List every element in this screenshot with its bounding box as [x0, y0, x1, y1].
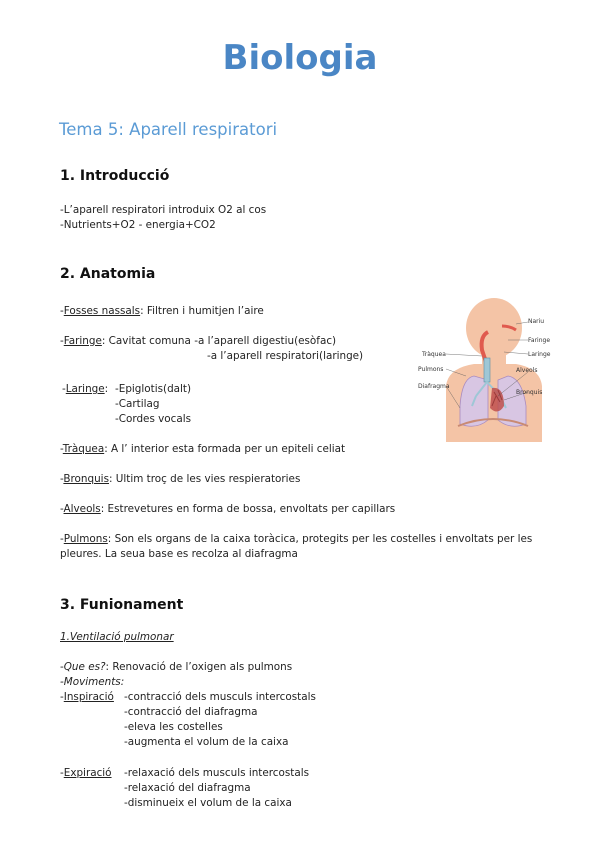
label-laringe: Laringe: [528, 351, 551, 358]
document-title: Biologia: [222, 38, 378, 78]
subheading-ventilacio: 1.Ventilació pulmonar: [60, 631, 174, 643]
alveols-line: -Alveols: Estrevetures en forma de bossa, envoltats per capillars: [60, 503, 396, 515]
section-anatomia-heading: 2. Anatomia: [60, 266, 156, 282]
label-faringe: Faringe: [528, 337, 551, 344]
section-introduccio-heading: 1. Introducció: [60, 168, 170, 184]
term-expiracio: Expiració: [63, 767, 112, 779]
inspiracio-item-4: -augmenta el volum de la caixa: [124, 736, 289, 748]
inspiracio-item-2: -contracció del diafragma: [124, 706, 258, 718]
term-fosses-nassals: Fosses nassals: [63, 305, 141, 317]
laringe-line: -Laringe:: [62, 383, 112, 395]
laringe-item-3: -Cordes vocals: [115, 413, 192, 425]
inspiracio-item-3: -eleva les costelles: [124, 721, 223, 733]
intro-line-1: -L’aparell respiratori introduix O2 al cos: [60, 204, 267, 216]
inspiracio-item-1: -contracció dels musculs intercostals: [124, 691, 316, 703]
que-es-text: : Renovació de l’oxigen als pulmons: [105, 661, 293, 673]
label-bronquis: Bronquis: [516, 389, 543, 396]
expiracio-item-2: -relaxació del diafragma: [124, 782, 251, 794]
intro-line-2: -Nutrients+O2 - energia+CO2: [60, 219, 216, 231]
alveols-text: : Estrevetures en forma de bossa, envoltats per capillars: [100, 503, 396, 515]
term-traquea: Tràquea: [62, 443, 105, 455]
label-traquea: Tràquea: [422, 351, 446, 358]
label-pulmons: Pulmons: [418, 366, 444, 373]
faringe-line: -Faringe: Cavitat comuna -a l’aparell digestiu(esòfac): [60, 335, 337, 347]
label-alveols: Alveols: [516, 367, 538, 374]
term-alveols: Alveols: [63, 503, 101, 515]
faringe-text-2: -a l’aparell respiratori(laringe): [207, 350, 364, 362]
respiratory-system-diagram: [416, 296, 556, 442]
topic-subtitle: Tema 5: Aparell respiratori: [59, 120, 278, 139]
pulmons-line: -Pulmons: Son els organs de la caixa toràcica, protegits per les costelles i envoltats per les pleures. La seua base es recolza al diafragma: [60, 533, 533, 560]
pulmons-text: : Son els organs de la caixa toràcica, protegits per les costelles i envoltats per les pleures. La seua base es recolza al diafragma: [60, 533, 533, 560]
laringe-item-1: -Epiglotis(dalt): [115, 383, 192, 395]
term-bronquis: Bronquis: [63, 473, 109, 485]
expiracio-item-1: -relaxació dels musculs intercostals: [124, 767, 310, 779]
faringe-text: : Cavitat comuna -a l’aparell digestiu(esòfac): [101, 335, 337, 347]
bronquis-text: : Ultim troç de les vies respieratories: [109, 473, 301, 485]
moviments-label: -Moviments:: [60, 676, 125, 688]
section-funcionament-heading: 3. Funionament: [60, 597, 184, 613]
fosses-nassals-text: : Filtren i humitjen l’aire: [140, 305, 264, 317]
expiracio-item-3: -disminueix el volum de la caixa: [124, 797, 292, 809]
bronquis-line: -Bronquis: Ultim troç de les vies respieratories: [60, 473, 301, 485]
label-nariu: Nariu: [528, 318, 545, 325]
term-inspiracio: Inspiració: [63, 691, 114, 703]
fosses-nassals-line: -Fosses nassals: Filtren i humitjen l’aire: [60, 305, 264, 317]
expiracio-line: -Expiració: [60, 767, 112, 779]
term-que-es: Que es?: [63, 661, 106, 673]
term-laringe: Laringe: [65, 383, 105, 395]
trachea-shape: [484, 358, 490, 382]
que-es-line: -Que es?: Renovació de l’oxigen als pulmons: [60, 661, 293, 673]
traquea-line: -Tràquea: A l’ interior esta formada per un epiteli celiat: [60, 443, 346, 455]
traquea-text: : A l’ interior esta formada per un epiteli celiat: [104, 443, 346, 455]
label-diafragma: Diafragma: [418, 383, 450, 390]
laringe-item-2: -Cartilag: [115, 398, 160, 410]
term-faringe: Faringe: [63, 335, 102, 347]
term-pulmons: Pulmons: [63, 533, 108, 545]
inspiracio-line: -Inspiració: [60, 691, 114, 703]
